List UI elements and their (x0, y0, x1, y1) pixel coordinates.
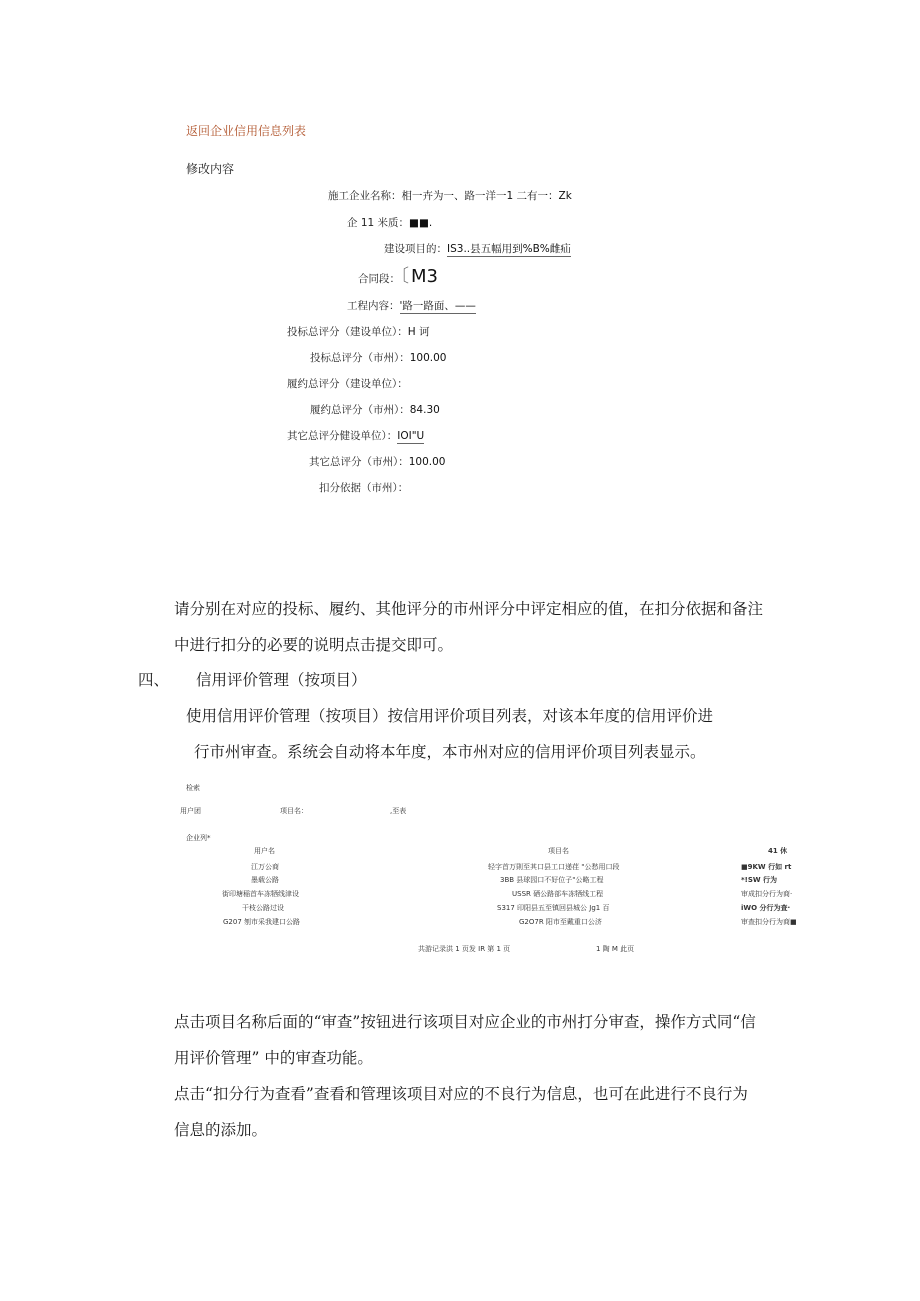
back-to-list-link[interactable]: 返回企业信用信息列表 (186, 124, 307, 138)
row-2-project-link[interactable]: 3BB 县球园口不好位子"公略工程 (500, 876, 604, 884)
row-4-project-link[interactable]: S317 印阳县五至镇回县城公 Jg1 百 (497, 904, 610, 912)
to-label: ,至表 (390, 807, 407, 815)
field-bid-score-builder (287, 324, 429, 339)
field-perf-score-builder (287, 376, 408, 391)
row-2-action-link[interactable]: *!SW 行为 (741, 876, 778, 884)
paragraph-3-line-2: 用评价管理” 中的审查功能。 (174, 1049, 373, 1067)
field-deduction-basis (319, 480, 408, 495)
paragraph-2-line-1: 使用信用评价管理（按项目）按信用评价项目列表，对该本年度的信用评价进 (186, 707, 714, 725)
field-label: 工程内容： (347, 300, 400, 312)
field-enterprise-name (328, 188, 572, 203)
paragraph-4-line-1: 点击“扣分行为查看”查看和管理该项目对应的不良行为信息，也可在此进行不良行为 (174, 1085, 748, 1103)
field-label: 履约总评分（市州）： (310, 404, 410, 416)
row-3-project-link[interactable]: USSR 硒公路部车冻牺线工程 (512, 890, 604, 898)
field-other-score-city (309, 454, 446, 469)
row-4-action-link[interactable]: iWO 分行为查· (741, 904, 791, 912)
field-work-content (347, 298, 476, 313)
field-enterprise-qualification (347, 215, 432, 230)
field-value: ■■. (409, 217, 433, 229)
other-score-city-input[interactable]: 100.00 (408, 456, 446, 468)
bid-score-city-input[interactable]: 100.00 (409, 352, 447, 364)
row-5-action-link[interactable]: 审查扣分行为商■ (741, 918, 797, 926)
heading-number: 四、 (138, 671, 170, 689)
paragraph-3-line-1: 点击项目名称后面的“审查”按钮进行该项目对应企业的市州打分审查，操作方式同“信 (174, 1013, 756, 1031)
field-value: IS3..县五幅用到%B%雌疝 (447, 243, 571, 255)
paragraph-1-line-1: 请分别在对应的投标、履约、其他评分的市州评分中评定相应的值，在扣分依据和备注 (174, 600, 764, 618)
bid-score-builder-value: H 诃 (407, 326, 430, 338)
field-perf-score-city (310, 402, 440, 417)
search-label: 检索 (186, 784, 200, 792)
field-label: 合同段： (358, 273, 400, 285)
field-bid-score-city (310, 350, 447, 365)
field-label: 其它总评分健设单位）： (287, 430, 398, 442)
user-label: 用户团 (180, 807, 201, 815)
field-label: 其它总评分（市州）： (309, 456, 409, 468)
field-label: 建设项目的： (384, 243, 447, 255)
row-5-user: G207 刎市采我建口公路 (223, 918, 301, 926)
paragraph-1-line-2: 中进行扣分的必要的说明点击提交即可。 (174, 636, 454, 654)
paragraph-2-line-2: 行市州审查。系统会自动将本年度，本市州对应的信用评价项目列表显示。 (194, 743, 706, 761)
list-label: 企业列* (186, 834, 211, 842)
field-label: 扣分依据（市州）： (319, 482, 409, 494)
field-other-score-builder (287, 428, 424, 443)
field-value: '路一路面、—— (399, 300, 476, 312)
section-title: 修改内容 (186, 162, 235, 176)
row-1-project-link[interactable]: 轻字首万則至其口县工口递荏 "公愁用口段 (488, 863, 620, 871)
pagination-info: 共游记录洪 1 页发 IR 第 1 页 (418, 945, 511, 953)
perf-score-city-input[interactable]: 84.30 (409, 404, 440, 416)
contract-section-input[interactable]: M3 (411, 266, 438, 287)
field-value: 相一卉为一、路一洋一1 二有一：Zk (401, 190, 572, 202)
field-project (384, 241, 571, 256)
field-label: 投标总评分（建设单位）： (287, 326, 408, 338)
row-1-action-link[interactable]: ■9KW 行如 rt (741, 863, 792, 871)
field-label: 投标总评分（市州）： (310, 352, 410, 364)
field-label: 施工企业名称： (328, 190, 402, 202)
pagination-nav[interactable]: 1 陶 M 此页 (596, 945, 635, 953)
row-2-user: 墨载公路 (251, 876, 279, 884)
field-label: 企 11 米质： (347, 217, 410, 229)
row-1-user: 江万公商 (251, 863, 279, 871)
heading-title: 信用评价管理（按项目） (196, 671, 367, 689)
paragraph-4-line-2: 信息的添加。 (174, 1121, 268, 1139)
row-3-action-link[interactable]: 审成扣分行为商· (741, 890, 793, 898)
other-score-builder-value: IOI"U (397, 430, 425, 442)
column-header-action: 41 休 (768, 847, 788, 855)
project-label: 项目名： (280, 807, 308, 815)
row-5-project-link[interactable]: G2O7R 阳市至戴重口公济 (519, 918, 602, 926)
row-3-user: 街印塘稲首车冻牺线津设 (222, 890, 299, 898)
field-label: 履约总评分（建设单位）： (287, 378, 408, 390)
bracket-glyph: 〔 (400, 266, 409, 287)
row-4-user: 干枝公路过设 (242, 904, 284, 912)
column-header-project: 项目名 (548, 847, 569, 855)
field-contract-section (358, 262, 438, 288)
column-header-user: 用户名 (254, 847, 275, 855)
